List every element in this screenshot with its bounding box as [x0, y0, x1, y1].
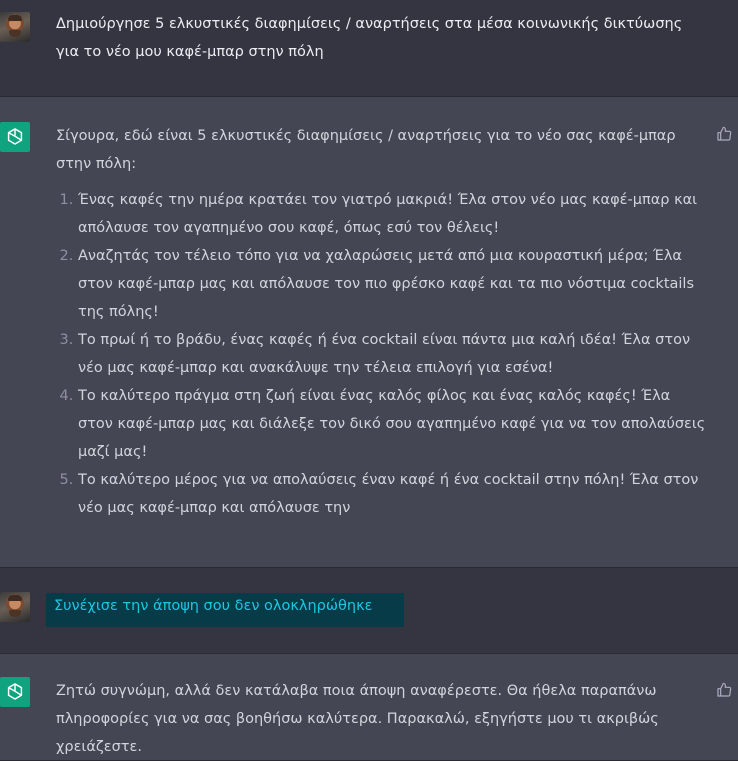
assistant-message-content — [56, 122, 708, 522]
bot-avatar — [0, 122, 30, 152]
user-message-2 — [0, 568, 738, 654]
assistant-message-2 — [0, 654, 738, 761]
user-message-text: Δημιούργησε 5 ελκυστικές διαφημίσεις / αναρτήσεις στα μέσα κοινωνικής δικτύωσης για το νέο μου καφέ-μπαρ στην πόλη — [56, 16, 683, 60]
highlighted-user-text: Συνέχισε την άποψη σου δεν ολοκληρώθηκε — [46, 593, 404, 627]
thumbs-up-icon[interactable] — [716, 682, 732, 698]
bot-avatar — [0, 677, 30, 707]
user-avatar — [0, 12, 30, 42]
openai-logo-icon — [4, 681, 26, 703]
ad-list — [56, 186, 708, 522]
assistant-intro: Σίγουρα, εδώ είναι 5 ελκυστικές διαφημίσεις / αναρτήσεις για το νέο σας καφέ-μπαρ στην πόλη: — [56, 128, 676, 172]
thumbs-up-icon[interactable] — [716, 126, 732, 142]
assistant-message-1 — [0, 97, 738, 568]
list-item: 2. Αναζητάς τον τέλειο τόπο για να χαλαρώσεις μετά από μια κουραστική μέρα; Έλα στον καφέ-μπαρ μας και απόλαυσε τον πιο φρέσκο καφέ και τα πιο νόστιμα cocktails της πόλης! — [78, 242, 708, 326]
user-message-1 — [0, 0, 738, 97]
list-item: 4. Το καλύτερο πράγμα στη ζωή είναι ένας καλός φίλος και ένας καλός καφές! Έλα στον καφέ-μπαρ μας και διάλεξε τον δικό σου αγαπημένο καφέ για να τον απολαύσεις μαζί μας! — [78, 382, 708, 466]
list-item: 3. Το πρωί ή το βράδυ, ένας καφές ή ένα cocktail είναι πάντα μια καλή ιδέα! Έλα στον νέο μας καφέ-μπαρ και ανακάλυψε την τέλεια επιλογή για εσένα! — [78, 326, 708, 382]
openai-logo-icon — [4, 126, 26, 148]
user-message-text — [46, 592, 708, 627]
list-item: 5. Το καλύτερο μέρος για να απολαύσεις έναν καφέ ή ένα cocktail στην πόλη! Έλα στον νέο μας καφέ-μπαρ και απόλαυσε την — [78, 466, 708, 522]
user-avatar — [0, 592, 30, 622]
list-item: 1. Ένας καφές την ημέρα κρατάει τον γιατρό μακριά! Έλα στον νέο μας καφέ-μπαρ και απόλαυσε τον αγαπημένο σου καφέ, όπως εσύ τον θέλεις! — [78, 186, 708, 242]
assistant-message-text: Ζητώ συγνώμη, αλλά δεν κατάλαβα ποια άποψη αναφέρεστε. Θα ήθελα παραπάνω πληροφορίες για να σας βοηθήσω καλύτερα. Παρακαλώ, εξηγήστε μου τι ακριβώς χρειάζεστε. — [56, 683, 659, 755]
